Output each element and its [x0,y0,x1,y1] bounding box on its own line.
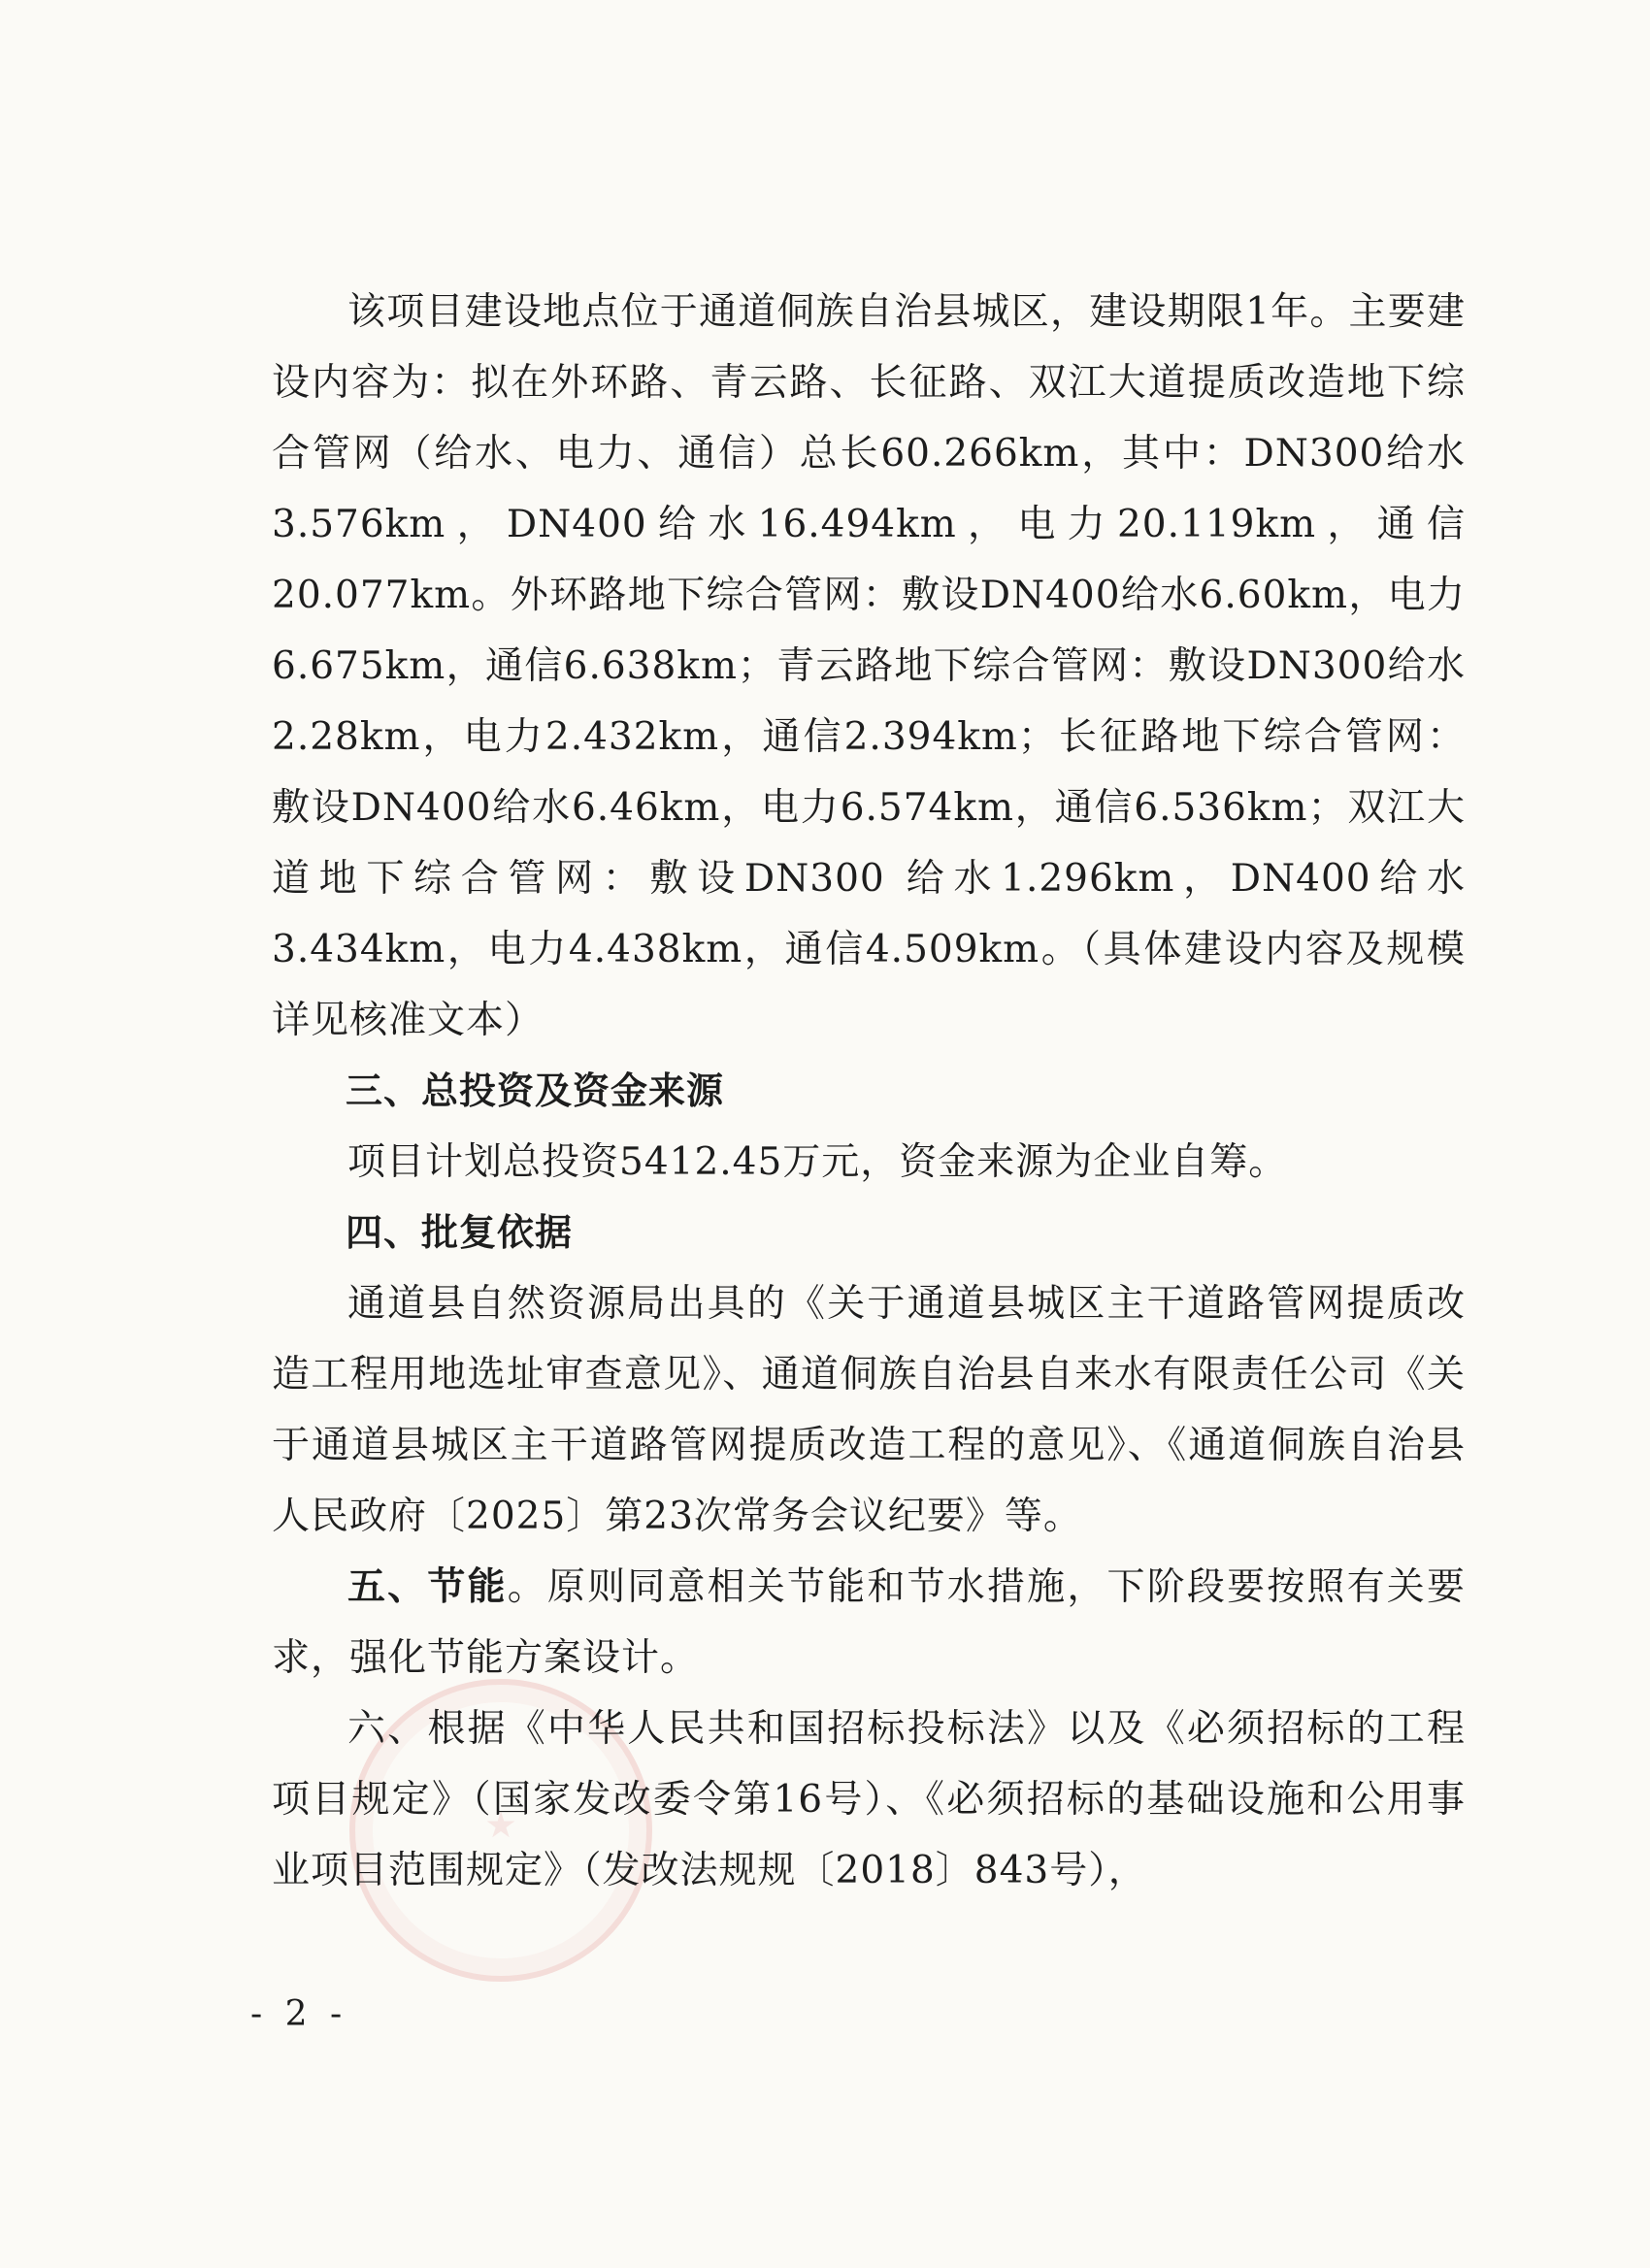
heading-investment: 三、总投资及资金来源 [346,1069,725,1112]
paragraph-bidding: 六、根据《中华人民共和国招标投标法》以及《必须招标的工程项目规定》（国家发改委令第16号）、《必须招标的基础设施和公用事业项目范围规定》（发改法规规〔2018〕843号）， [272,1707,1466,1892]
paragraph-construction-content: 该项目建设地点位于通道侗族自治县城区，建设期限1年。主要建设内容为：拟在外环路、青云路、长征路、双江大道提质改造地下综合管网（给水、电力、通信）总长60.266km，其中：DN300给水3.576km，DN400给水16.494km，电力20.119km，通信20.077km。外环路地下综合管网：敷设DN400给水6.60km，电力6.675km，通信6.638km；青云路地下综合管网：敷设DN300给水2.28km，电力2.432km，通信2.394km；长征路地下综合管网：敷设DN400给水6.46km，电力6.574km，通信6.536km；双江大道地下综合管网：敷设DN300 给水1.296km，DN400给水3.434km，电力4.438km，通信4.509km。（具体建设内容及规模详见核准文本） [272,290,1466,1042]
heading-energy-saving: 五、节能 [347,1565,508,1609]
heading-approval-basis: 四、批复依据 [346,1211,574,1254]
paragraph-investment: 项目计划总投资5412.45万元，资金来源为企业自筹。 [347,1140,1288,1184]
document-body [272,277,1466,1906]
energy-saving-text: 。原则同意相关节能和节水措施，下阶段要按照有关要求，强化节能方案设计。 [272,1565,1466,1680]
paragraph-approval-basis: 通道县自然资源局出具的《关于通道县城区主干道路管网提质改造工程用地选址审查意见》、通道侗族自治县自来水有限责任公司《关于通道县城区主干道路管网提质改造工程的意见》、《通道侗族自治县人民政府〔2025〕第23次常务会议纪要》等。 [272,1282,1466,1538]
paragraph-energy-saving [272,1552,1466,1693]
page-number: - 2 - [250,1994,348,2034]
